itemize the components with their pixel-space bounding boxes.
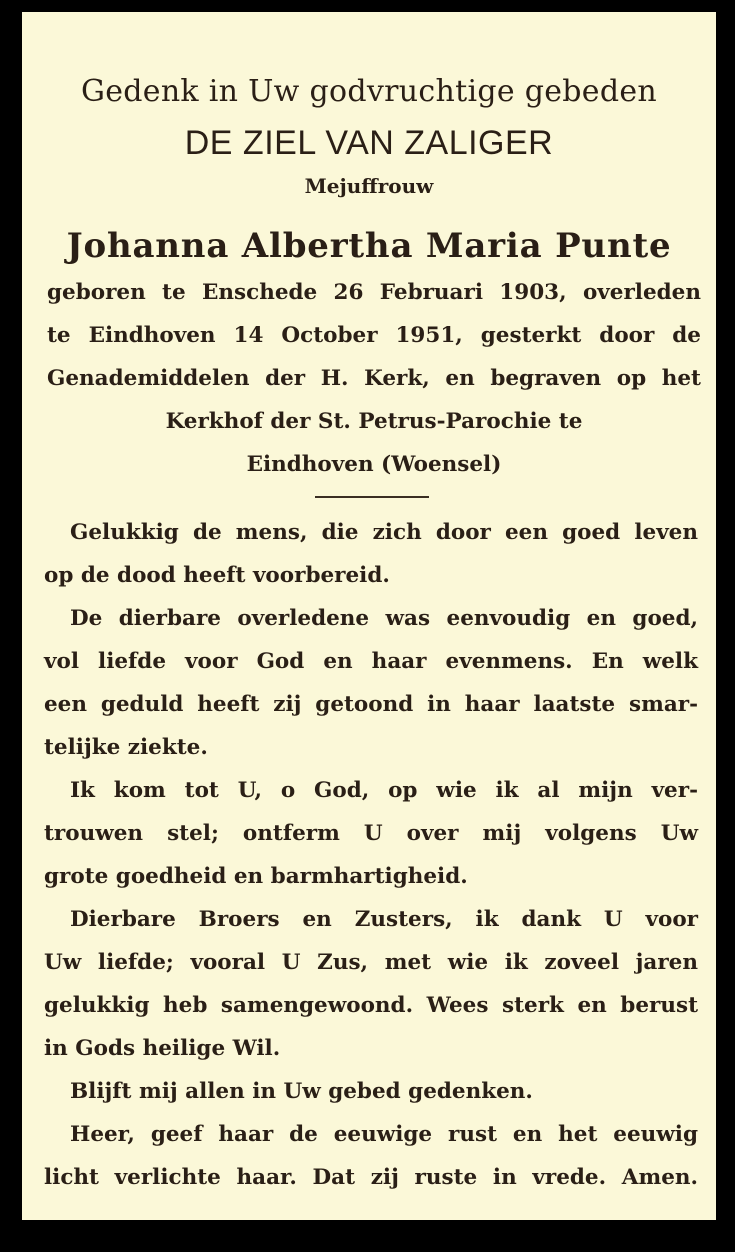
text-line: Blijft mij allen in Uw gebed gedenken. [70,1079,533,1104]
bio-line: geboren te Enschede 26 Februari 1903, overleden [47,280,701,305]
text-line: gelukkig heb samengewoond. Wees sterk en berust [44,993,698,1018]
bio-line: te Eindhoven 14 October 1951, gesterkt door de [47,323,701,348]
bio-line: Kerkhof der St. Petrus-Parochie te [165,409,583,434]
bio-line: Genademiddelen der H. Kerk, en begraven op het [47,366,701,391]
text-line: De dierbare overledene was eenvoudig en goed, [70,606,698,631]
text-line: een geduld heeft zij getoond in haar laatste smar- [44,692,698,717]
bio-line: Eindhoven (Woensel) [246,452,502,477]
text-line: telijke ziekte. [44,735,208,760]
card-heading: DE ZIEL VAN ZALIGER [184,124,554,162]
deceased-name: Johanna Albertha Maria Punte [66,226,672,266]
memorial-card [22,12,716,1220]
text-line: vol liefde voor God en haar evenmens. En welk [44,649,698,674]
text-line: Gelukkig de mens, die zich door een goed leven [70,520,698,545]
text-line: Heer, geef haar de eeuwige rust en het eeuwig [70,1122,698,1147]
text-line: op de dood heeft voorbereid. [44,563,390,588]
text-line: Dierbare Broers en Zusters, ik dank U voor [70,907,698,932]
divider [315,496,429,498]
text-line: Ik kom tot U, o God, op wie ik al mijn ver- [70,778,698,803]
text-line: in Gods heilige Wil. [44,1036,281,1061]
text-line: trouwen stel; ontferm U over mij volgens Uw [44,821,698,846]
card-intro: Gedenk in Uw godvruchtige gebeden [80,74,658,109]
card-honorific: Mejuffrouw [304,174,434,198]
text-line: licht verlichte haar. Dat zij ruste in vrede. Amen. [44,1165,698,1190]
text-line: grote goedheid en barmhartigheid. [44,864,468,889]
text-line: Uw liefde; vooral U Zus, met wie ik zoveel jaren [44,950,698,975]
